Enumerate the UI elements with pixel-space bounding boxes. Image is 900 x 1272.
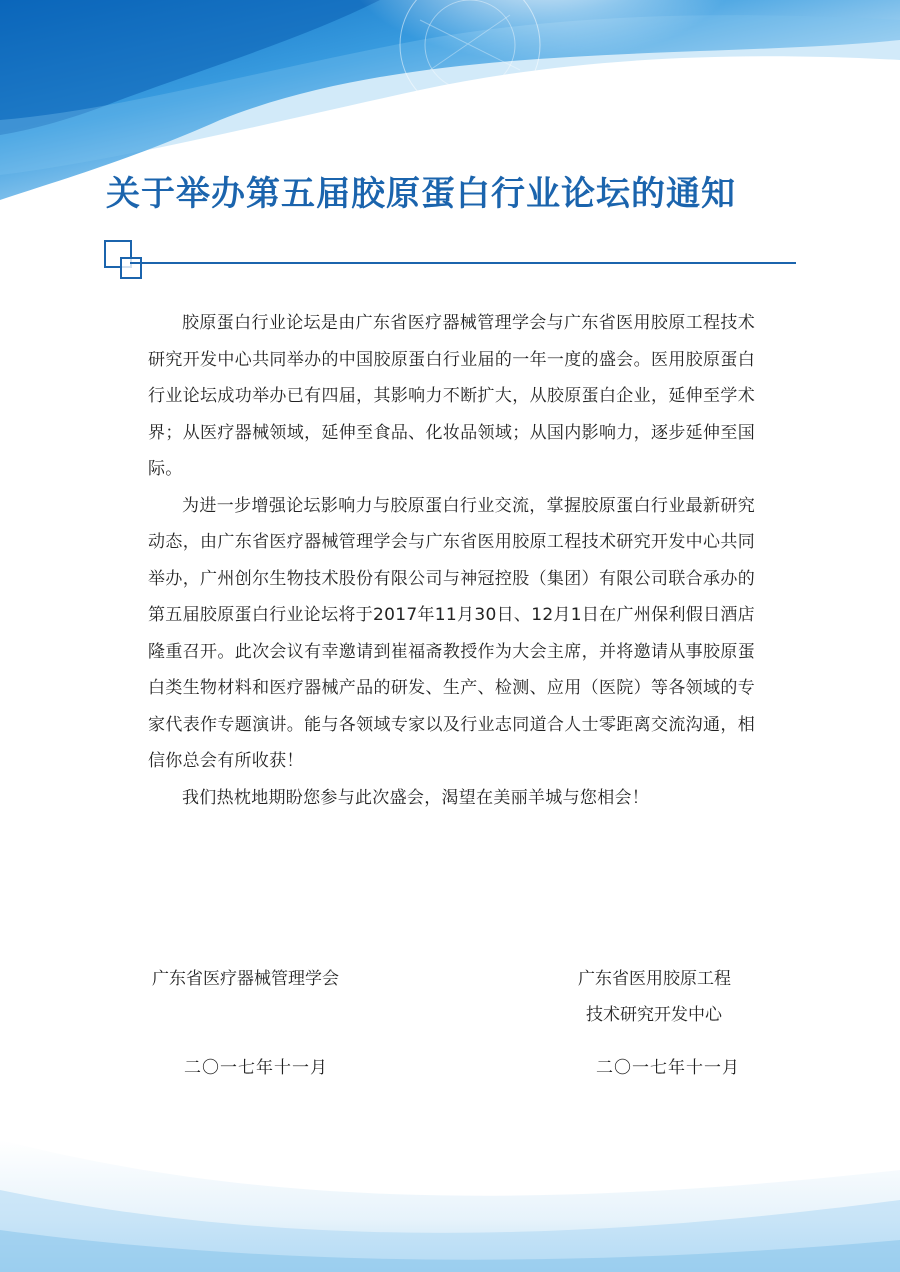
body-paragraph-1: 胶原蛋白行业论坛是由广东省医疗器械管理学会与广东省医用胶原工程技术研究开发中心共同举办的中国胶原蛋白行业届的一年一度的盛会。医用胶原蛋白行业论坛成功举办已有四届，其影响力不断扩大，从胶原蛋白企业，延伸至学术界；从医疗器械领域，延伸至食品、化妆品领域；从国内影响力，逐步延伸至国际。 — [148, 313, 755, 479]
notice-body — [148, 305, 755, 816]
ornament-square-inner — [120, 257, 142, 279]
signature-right-organization-line1: 广东省医用胶原工程 — [578, 969, 731, 989]
signature-right-date: 二〇一七年十一月 — [596, 1058, 740, 1078]
signature-left-date: 二〇一七年十一月 — [184, 1058, 328, 1078]
page-title: 关于举办第五届胶原蛋白行业论坛的通知 — [106, 174, 736, 214]
signature-right-organization-line2: 技术研究开发中心 — [586, 1005, 722, 1025]
title-ornament-squares — [104, 240, 144, 280]
signature-left-organization: 广东省医疗器械管理学会 — [152, 969, 339, 989]
title-divider — [130, 262, 796, 264]
body-paragraph-3: 我们热枕地期盼您参与此次盛会，渴望在美丽羊城与您相会！ — [182, 787, 650, 808]
body-paragraph-2: 为进一步增强论坛影响力与胶原蛋白行业交流，掌握胶原蛋白行业最新研究动态，由广东省医疗器械管理学会与广东省医用胶原工程技术研究开发中心共同举办，广州创尔生物技术股份有限公司与神冠控股（集团）有限公司联合承办的第五届胶原蛋白行业论坛将于2017年11月30日、12月1日在广州保利假日酒店隆重召开。此次会议有幸邀请到崔福斋教授作为大会主席，并将邀请从事胶原蛋白类生物材料和医疗器械产品的研发、生产、检测、应用（医院）等各领域的专家代表作专题演讲。能与各领域专家以及行业志同道合人士零距离交流沟通，相信你总会有所收获！ — [148, 495, 755, 771]
